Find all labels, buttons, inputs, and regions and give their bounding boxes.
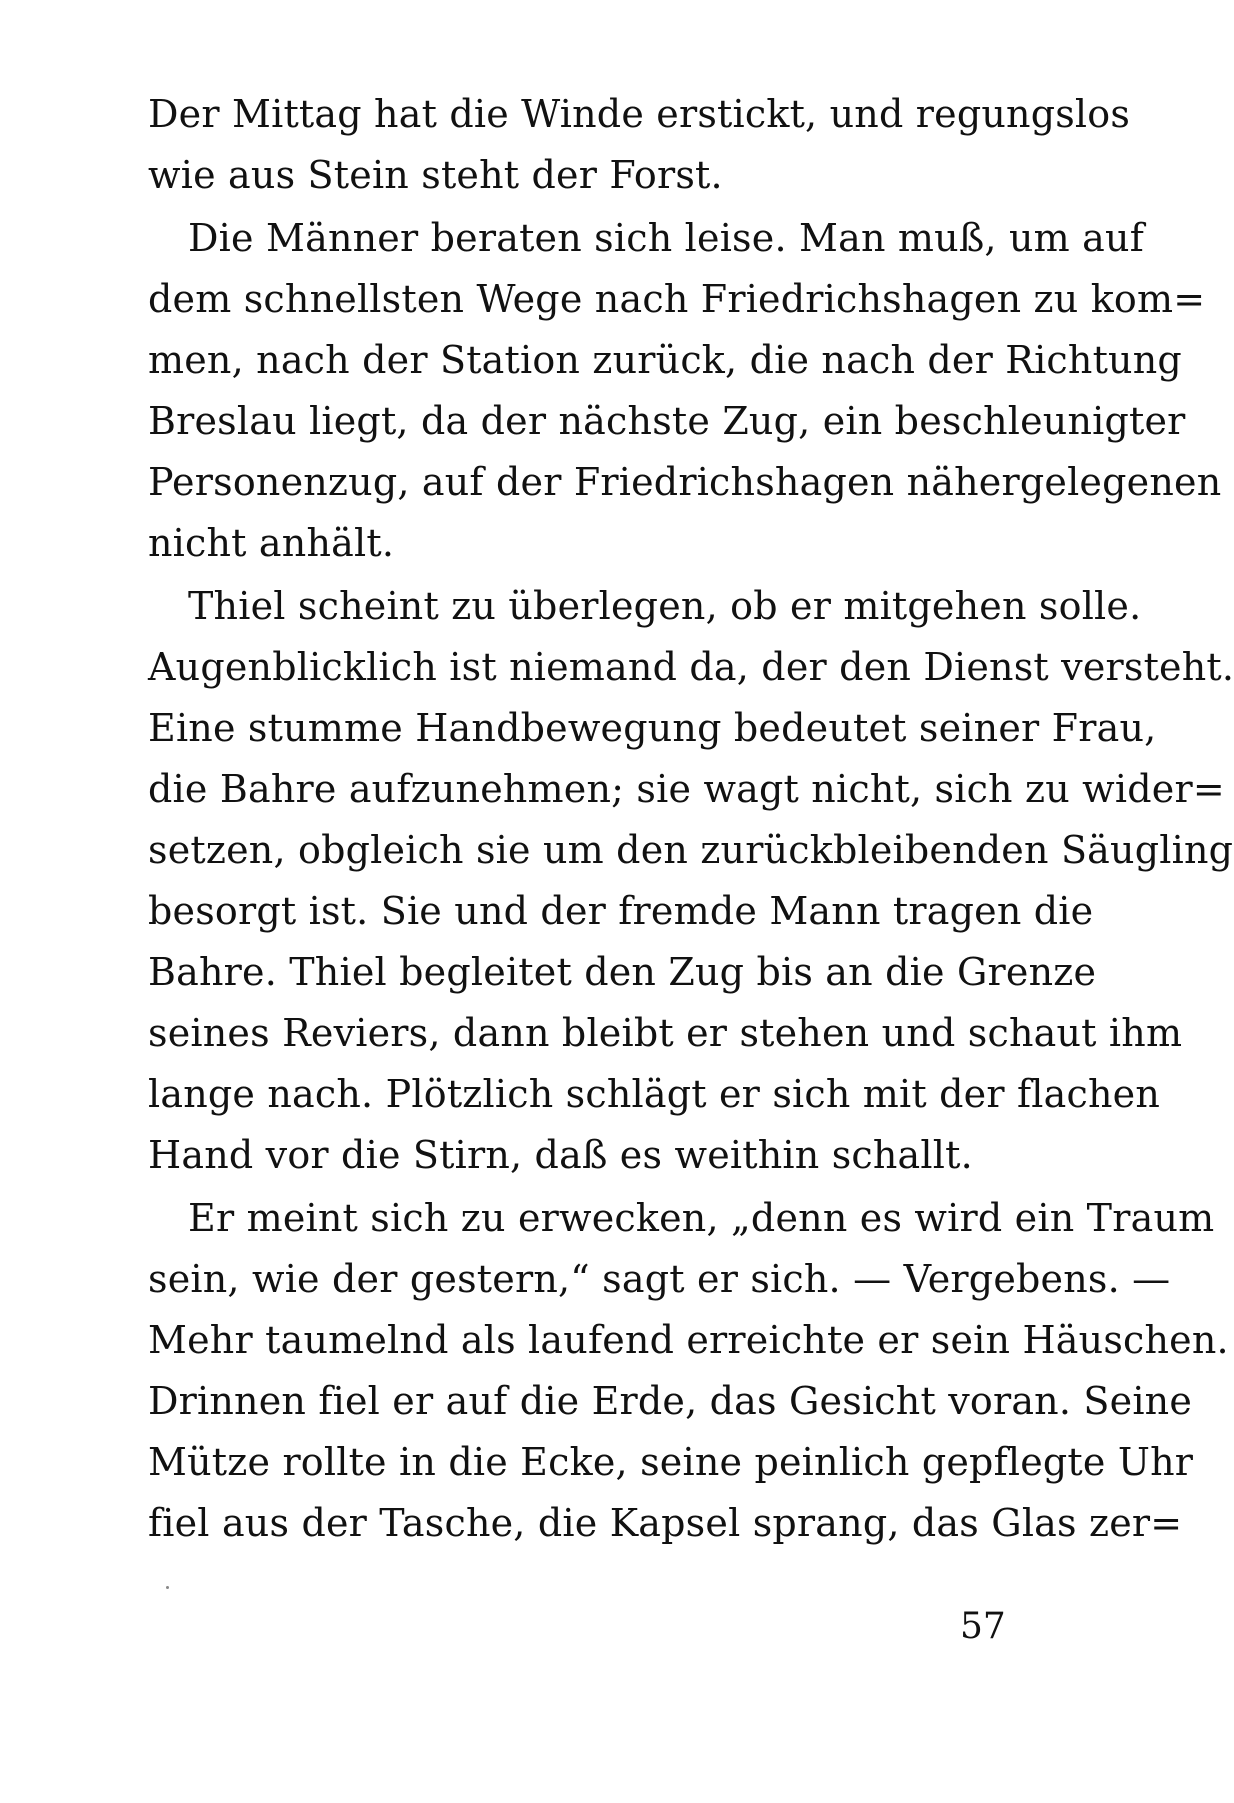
- text-line: Mehr taumelnd als laufend erreichte er sein Häuschen.: [148, 1318, 1229, 1362]
- text-line: Er meint sich zu erwecken, „denn es wird ein Traum: [188, 1196, 1215, 1240]
- paragraph-3: [148, 576, 1234, 1186]
- paragraph-2: [148, 208, 1222, 574]
- text-line: Hand vor die Stirn, daß es weithin schallt.: [148, 1133, 973, 1177]
- paragraph-1: [148, 84, 1131, 206]
- text-line: Der Mittag hat die Winde erstickt, und regungslos: [148, 92, 1131, 136]
- text-line: Thiel scheint zu überlegen, ob er mitgehen solle.: [188, 584, 1142, 628]
- text-line: men, nach der Station zurück, die nach der Richtung: [148, 338, 1182, 382]
- text-line: Augenblicklich ist niemand da, der den Dienst versteht.: [148, 645, 1234, 689]
- text-line: fiel aus der Tasche, die Kapsel sprang, das Glas zer=: [148, 1501, 1183, 1545]
- text-line: besorgt ist. Sie und der fremde Mann tragen die: [148, 889, 1094, 933]
- text-line: Mütze rollte in die Ecke, seine peinlich gepflegte Uhr: [148, 1440, 1194, 1484]
- paper-speck: [166, 1586, 169, 1589]
- text-line: dem schnellsten Wege nach Friedrichshagen zu kom=: [148, 277, 1206, 321]
- paragraph-4: [148, 1188, 1229, 1554]
- text-line: Eine stumme Handbewegung bedeutet seiner Frau,: [148, 706, 1157, 750]
- text-line: Die Männer beraten sich leise. Man muß, um auf: [188, 216, 1144, 260]
- body-text: [148, 84, 1234, 1554]
- text-line: die Bahre aufzunehmen; sie wagt nicht, sich zu wider=: [148, 767, 1225, 811]
- text-line: Drinnen fiel er auf die Erde, das Gesicht voran. Seine: [148, 1379, 1193, 1423]
- page-number: 57: [960, 1606, 1006, 1647]
- text-line: nicht anhält.: [148, 521, 395, 565]
- text-line: seines Reviers, dann bleibt er stehen und schaut ihm: [148, 1011, 1183, 1055]
- text-line: lange nach. Plötzlich schlägt er sich mit der flachen: [148, 1072, 1160, 1116]
- text-line: Personenzug, auf der Friedrichshagen nähergelegenen: [148, 460, 1222, 504]
- text-line: sein, wie der gestern,“ sagt er sich. — Vergebens. —: [148, 1257, 1171, 1301]
- text-line: Breslau liegt, da der nächste Zug, ein beschleunigter: [148, 399, 1186, 443]
- text-line: setzen, obgleich sie um den zurückbleibenden Säugling: [148, 828, 1234, 872]
- text-line: Bahre. Thiel begleitet den Zug bis an die Grenze: [148, 950, 1097, 994]
- text-line: wie aus Stein steht der Forst.: [148, 153, 723, 197]
